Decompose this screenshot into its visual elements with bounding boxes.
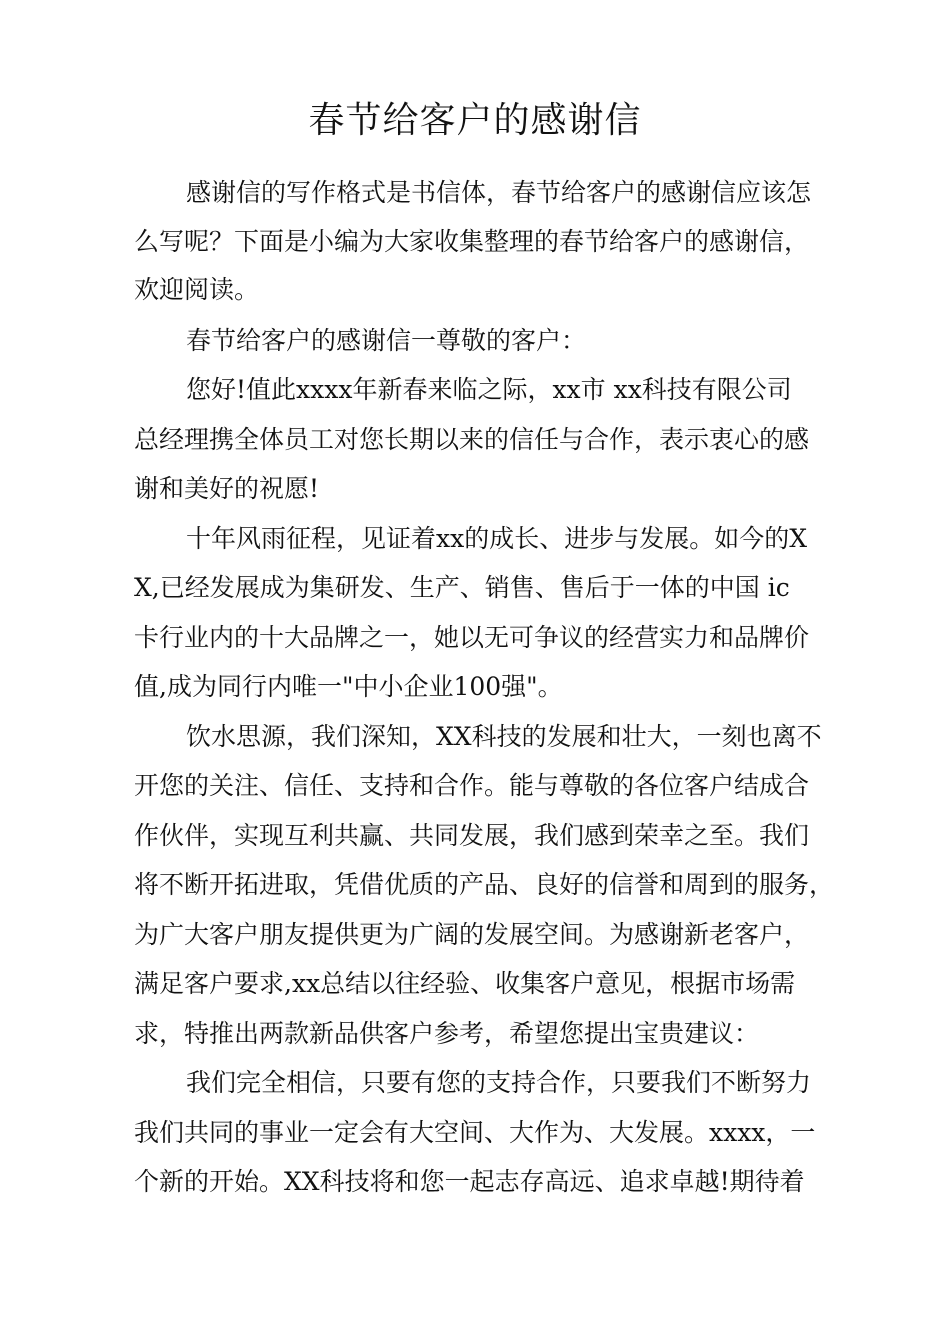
text-line: 开您的关注、信任、支持和合作。能与尊敬的各位客户结成合 xyxy=(134,771,810,800)
text-line: 春节给客户的感谢信一尊敬的客户： xyxy=(186,326,587,355)
text-line: 卡行业内的十大品牌之一，她以无可争议的经营实力和品牌价 xyxy=(134,623,810,652)
text-line: 感谢信的写作格式是书信体，春节给客户的感谢信应该怎 xyxy=(186,178,812,207)
text-line: 为广大客户朋友提供更为广阔的发展空间。为感谢新老客户， xyxy=(134,920,810,949)
text-line: 满足客户要求,xx总结以往经验、收集客户意见，根据市场需 xyxy=(134,969,796,998)
text-line: 总经理携全体员工对您长期以来的信任与合作，表示衷心的感 xyxy=(134,425,810,454)
text-line: 将不断开拓进取，凭借优质的产品、良好的信誉和周到的服务， xyxy=(134,870,835,899)
text-line: 个新的开始。XX科技将和您一起志存高远、追求卓越!期待着 xyxy=(134,1167,805,1196)
text-line: 谢和美好的祝愿! xyxy=(134,474,320,503)
text-line: X,已经发展成为集研发、生产、销售、售后于一体的中国 ic xyxy=(134,573,790,602)
document-title: 春节给客户的感谢信 xyxy=(308,100,642,141)
text-line: 您好!值此xxxx年新春来临之际，xx市 xx科技有限公司 xyxy=(186,375,792,404)
text-line: 欢迎阅读。 xyxy=(134,275,260,304)
text-line: 十年风雨征程，见证着xx的成长、进步与发展。如今的X xyxy=(186,524,807,553)
text-line: 饮水思源，我们深知，XX科技的发展和壮大，一刻也离不 xyxy=(186,722,822,751)
text-line: 作伙伴，实现互利共赢、共同发展，我们感到荣幸之至。我们 xyxy=(134,821,810,850)
text-line: 求，特推出两款新品供客户参考，希望您提出宝贵建议： xyxy=(134,1019,760,1048)
text-line: 值,成为同行内唯一"中小企业100强"。 xyxy=(134,672,563,701)
text-line: 我们完全相信，只要有您的支持合作，只要我们不断努力 xyxy=(186,1068,812,1097)
text-line: 么写呢？下面是小编为大家收集整理的春节给客户的感谢信， xyxy=(134,227,810,256)
text-line: 我们共同的事业一定会有大空间、大作为、大发展。xxxx，一 xyxy=(134,1118,816,1147)
